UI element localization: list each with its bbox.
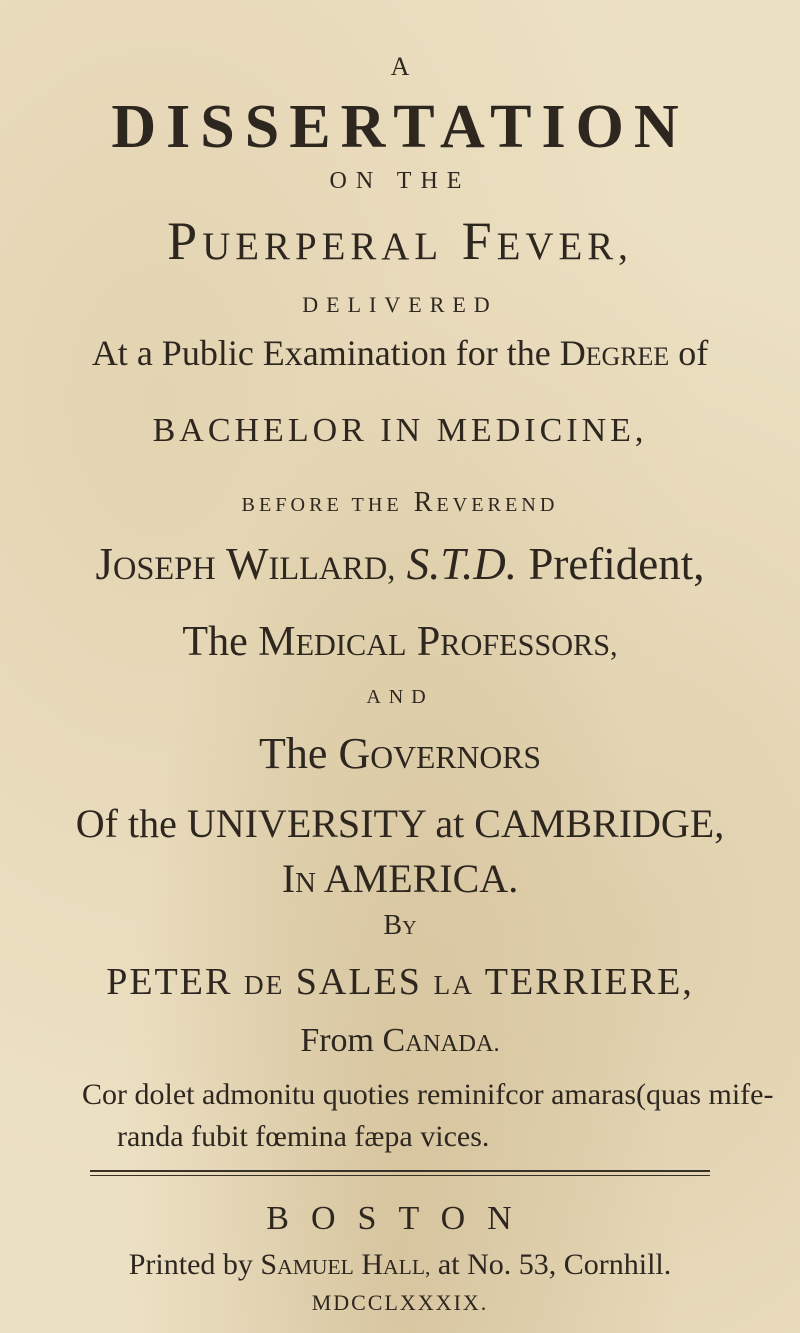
willard-word: ILLARD,: [268, 551, 396, 587]
degree-line: BACHELOR IN MEDICINE,: [152, 412, 648, 449]
professors-line: [0, 618, 800, 666]
reverend-word: EVEREND: [436, 494, 559, 516]
on-the-line: ON THE: [329, 168, 471, 194]
in-cap: I: [281, 856, 296, 901]
imprint-city: BOSTON: [266, 1200, 534, 1237]
before-the-text: BEFORE THE: [241, 494, 403, 516]
joseph-word: OSEPH: [113, 551, 216, 587]
subject-cap-f: F: [461, 211, 497, 271]
motto-line-1: Cor dolet admonitu quoties reminifcor amaras(quas mife-: [82, 1078, 774, 1111]
hall-word: ALL,: [383, 1255, 431, 1279]
president-line: [0, 538, 800, 590]
america-word: AMERICA.: [323, 856, 519, 901]
occasion-text: At a Public Examination for the: [91, 333, 551, 373]
author-line: [0, 960, 800, 1004]
governors-line: [0, 728, 800, 779]
main-title: DISSERTATION: [111, 93, 689, 161]
medical-cap: M: [258, 619, 296, 665]
imprint-date: MDCCLXXXIX.: [311, 1290, 489, 1315]
hall-cap: H: [361, 1248, 384, 1281]
degree-cap: D: [559, 333, 586, 373]
article-a: A: [390, 52, 410, 81]
from-word: From: [300, 1022, 374, 1059]
imprint-rule: [90, 1170, 710, 1172]
author-middle: SALES: [295, 961, 422, 1003]
samuel-word: AMUEL: [277, 1255, 354, 1279]
president-office: Prefident,: [528, 539, 705, 589]
america-line: [0, 855, 800, 902]
joseph-cap: J: [95, 539, 113, 589]
std-title: S.T.D.: [406, 539, 518, 589]
author-last: TERRIERE,: [484, 961, 694, 1003]
author-first: PETER: [106, 961, 233, 1003]
professors-cap: P: [416, 619, 441, 665]
by-cap: B: [383, 910, 403, 941]
subject-word-ever: EVER,: [496, 225, 633, 268]
occasion-of: of: [678, 333, 709, 373]
motto-line-2: randa fubit fœmina fæpa vices.: [117, 1120, 490, 1153]
subject-line: [0, 210, 800, 272]
delivered-line: DELIVERED: [302, 292, 498, 317]
subject-cap-p: P: [167, 211, 203, 271]
degree-word: EGREE: [585, 342, 670, 371]
professors-word: ROFESSORS,: [440, 628, 618, 662]
before-line: [0, 487, 800, 519]
imprint-rule-thin: [90, 1175, 710, 1176]
medical-word: EDICAL: [295, 628, 407, 662]
willard-cap: W: [226, 539, 269, 589]
in-word: N: [295, 867, 316, 899]
by-word: Y: [402, 917, 417, 939]
by-line: [0, 910, 800, 942]
from-line: [0, 1022, 800, 1060]
canada-word: ANADA.: [405, 1030, 500, 1057]
canada-cap: C: [382, 1022, 406, 1059]
author-la: LA: [433, 970, 474, 1000]
samuel-cap: S: [260, 1248, 278, 1281]
occasion-line: [0, 332, 800, 374]
printed-by: Printed by: [128, 1248, 253, 1281]
university-line: Of the UNIVERSITY at CAMBRIDGE,: [75, 801, 725, 846]
imprint-printer-line: [0, 1248, 800, 1282]
author-de: DE: [243, 970, 285, 1000]
reverend-cap: R: [413, 487, 437, 518]
governors-cap: G: [338, 729, 371, 778]
printer-address: at No. 53, Cornhill.: [437, 1248, 672, 1281]
and-line: AND: [366, 686, 434, 708]
governors-the: The: [259, 729, 328, 778]
professors-the: The: [182, 619, 248, 665]
subject-word-uerperal: UERPERAL: [202, 225, 444, 268]
governors-word: OVERNORS: [370, 740, 541, 775]
